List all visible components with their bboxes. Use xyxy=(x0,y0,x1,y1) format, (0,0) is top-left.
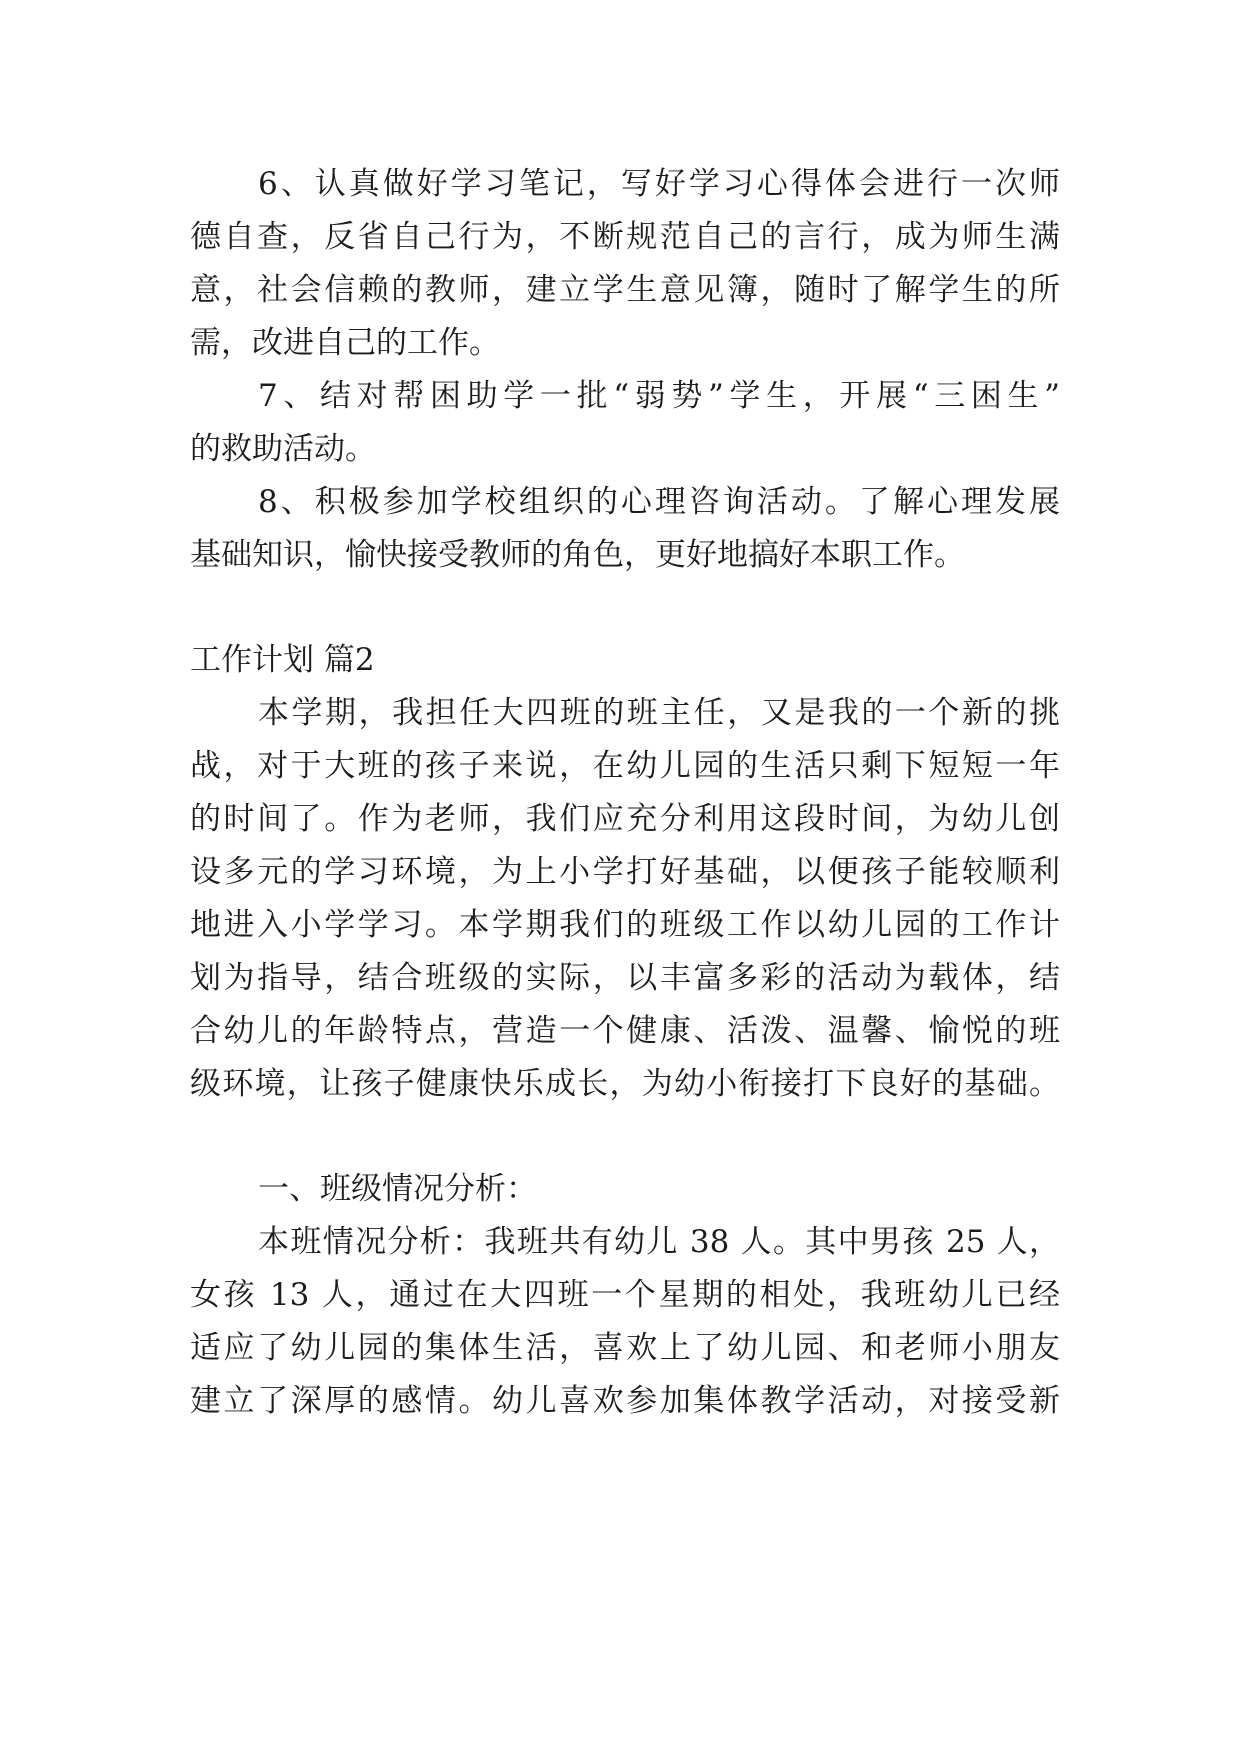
text-line: 级环境，让孩子健康快乐成长，为幼小衔接打下良好的基础。 xyxy=(190,1066,1060,1102)
text-line: 6、认真做好学习笔记，写好学习心得体会进行一次师 xyxy=(258,166,1060,202)
text-line: 适应了幼儿园的集体生活，喜欢上了幼儿园、和老师小朋友 xyxy=(190,1330,1060,1366)
subsection-heading: 一、班级情况分析： xyxy=(258,1171,537,1207)
text-line: 女孩 13 人，通过在大四班一个星期的相处，我班幼儿已经 xyxy=(190,1277,1060,1313)
text-line: 本班情况分析：我班共有幼儿 38 人。其中男孩 25 人， xyxy=(258,1224,1060,1260)
text-line: 合幼儿的年龄特点，营造一个健康、活泼、温馨、愉悦的班 xyxy=(190,1013,1060,1049)
text-line: 8、积极参加学校组织的心理咨询活动。了解心理发展 xyxy=(258,484,1060,520)
text-line: 需，改进自己的工作。 xyxy=(190,325,500,361)
text-line: 的时间了。作为老师，我们应充分利用这段时间，为幼儿创 xyxy=(190,801,1060,837)
text-line: 德自查，反省自己行为，不断规范自己的言行，成为师生满 xyxy=(190,219,1060,255)
text-line: 本学期，我担任大四班的班主任，又是我的一个新的挑 xyxy=(258,695,1060,731)
text-line: 设多元的学习环境，为上小学打好基础，以便孩子能较顺利 xyxy=(190,854,1060,890)
text-line: 建立了深厚的感情。幼儿喜欢参加集体教学活动，对接受新 xyxy=(190,1383,1060,1419)
text-line: 战，对于大班的孩子来说，在幼儿园的生活只剩下短短一年 xyxy=(190,748,1060,784)
text-line: 的救助活动。 xyxy=(190,431,376,467)
text-line: 划为指导，结合班级的实际，以丰富多彩的活动为载体，结 xyxy=(190,960,1060,996)
section-heading: 工作计划 篇2 xyxy=(190,642,375,678)
text-line: 意，社会信赖的教师，建立学生意见簿，随时了解学生的所 xyxy=(190,272,1060,308)
text-line: 地进入小学学习。本学期我们的班级工作以幼儿园的工作计 xyxy=(190,907,1060,943)
text-line: 基础知识，愉快接受教师的角色，更好地搞好本职工作。 xyxy=(190,537,965,573)
text-line: 7、结对帮困助学一批“弱势”学生，开展“三困生” xyxy=(258,378,1060,414)
